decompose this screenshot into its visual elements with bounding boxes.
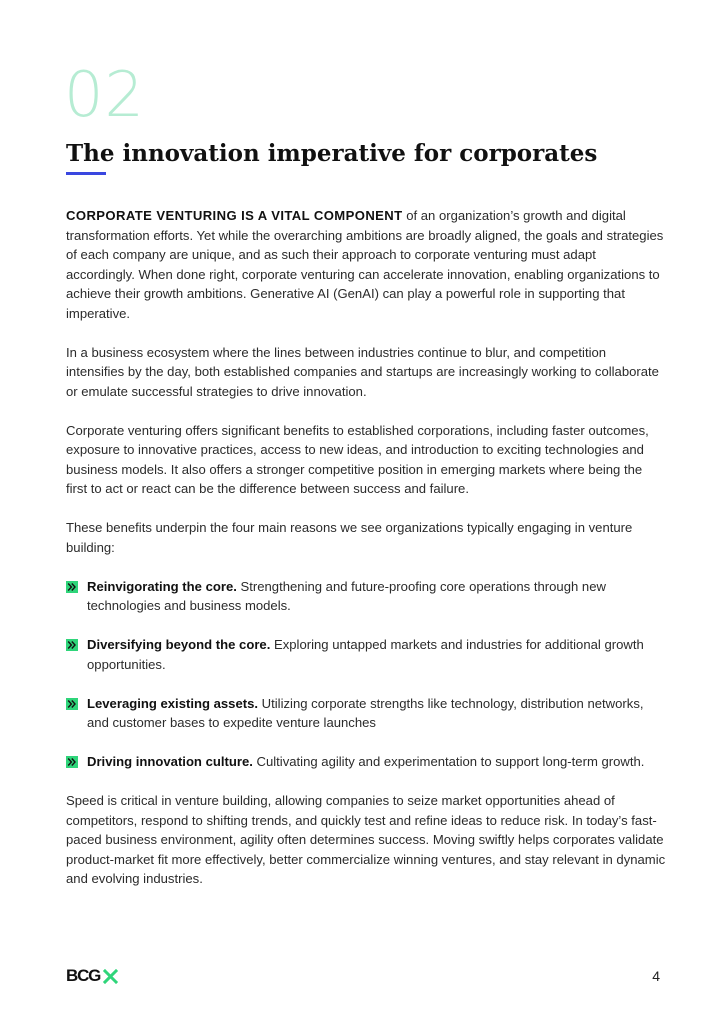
reason-title: Diversifying beyond the core. bbox=[87, 637, 271, 652]
paragraph: These benefits underpin the four main reasons we see organizations typically engaging in venture building: bbox=[66, 520, 633, 555]
intro-text: of an organization’s growth and digital transformation efforts. Yet while the overarching ambitions are broadly aligned, the goals and strategies of each company are unique, and as such their approach to corporate venturing must adapt accordingly. When done right, corporate venturing can accelerate innovation, enabling organizations to achieve their growth ambitions. Generative AI (GenAI) can play a powerful role in supporting that imperative. bbox=[66, 208, 664, 321]
reason-title: Driving innovation culture. bbox=[87, 754, 253, 769]
reason-text: Cultivating agility and experimentation to support long-term growth. bbox=[252, 754, 645, 769]
intro-lead: CORPORATE VENTURING IS A VITAL COMPONENT bbox=[66, 208, 403, 223]
paragraph: Corporate venturing offers significant benefits to established corporations, including faster outcomes, exposure to innovative practices, access to new ideas, and introduction to exciting technologies and business models. It also offers a stronger competitive position in emerging markets where being the first to act or react can be the difference between success and failure. bbox=[66, 422, 649, 496]
title-underline bbox=[66, 172, 106, 175]
reason-item bbox=[66, 635, 666, 674]
page-title: The innovation imperative for corporates bbox=[66, 140, 598, 167]
bcg-x-logo bbox=[66, 966, 118, 986]
double-chevron-right-icon bbox=[66, 756, 78, 768]
paragraph: In a business ecosystem where the lines between industries continue to blur, and competition intensifies by the day, both established companies and startups are increasingly working to collaborate or emulate successful strategies to drive innovation. bbox=[66, 344, 659, 399]
reasons-list bbox=[66, 577, 666, 772]
page-number: 4 bbox=[652, 968, 660, 984]
closing-paragraph: Speed is critical in venture building, allowing companies to seize market opportunities ahead of competitors, respond to shifting trends, and quickly test and refine ideas to reduce risk. In today’s fast-paced business environment, agility often determines success. Moving swiftly helps corporates validate product-market fit more effectively, better commercialize winning ventures, and stay relevant in dynamic and evolving industries. bbox=[66, 793, 666, 886]
logo-text: BCG bbox=[66, 966, 101, 985]
reason-title: Leveraging existing assets. bbox=[87, 695, 259, 711]
reason-text: Utilizing corporate strengths like technology, distribution networks, and customer bases to expedite venture launches bbox=[87, 695, 644, 730]
reason-text: Exploring untapped markets and industries for additional growth opportunities. bbox=[87, 637, 644, 672]
body-text bbox=[66, 206, 666, 908]
double-chevron-right-icon bbox=[66, 639, 78, 651]
intro-paragraph bbox=[66, 206, 666, 323]
reason-item bbox=[66, 694, 666, 733]
reason-title: Reinvigorating the core. bbox=[87, 578, 237, 594]
double-chevron-right-icon bbox=[66, 581, 78, 593]
reason-item bbox=[66, 577, 666, 616]
reason-item bbox=[66, 752, 666, 772]
logo-x-icon bbox=[103, 969, 118, 984]
section-number: 02 bbox=[64, 58, 145, 131]
double-chevron-right-icon bbox=[66, 698, 78, 710]
reason-text: Strengthening and future-proofing core operations through new technologies and business models. bbox=[87, 578, 606, 613]
